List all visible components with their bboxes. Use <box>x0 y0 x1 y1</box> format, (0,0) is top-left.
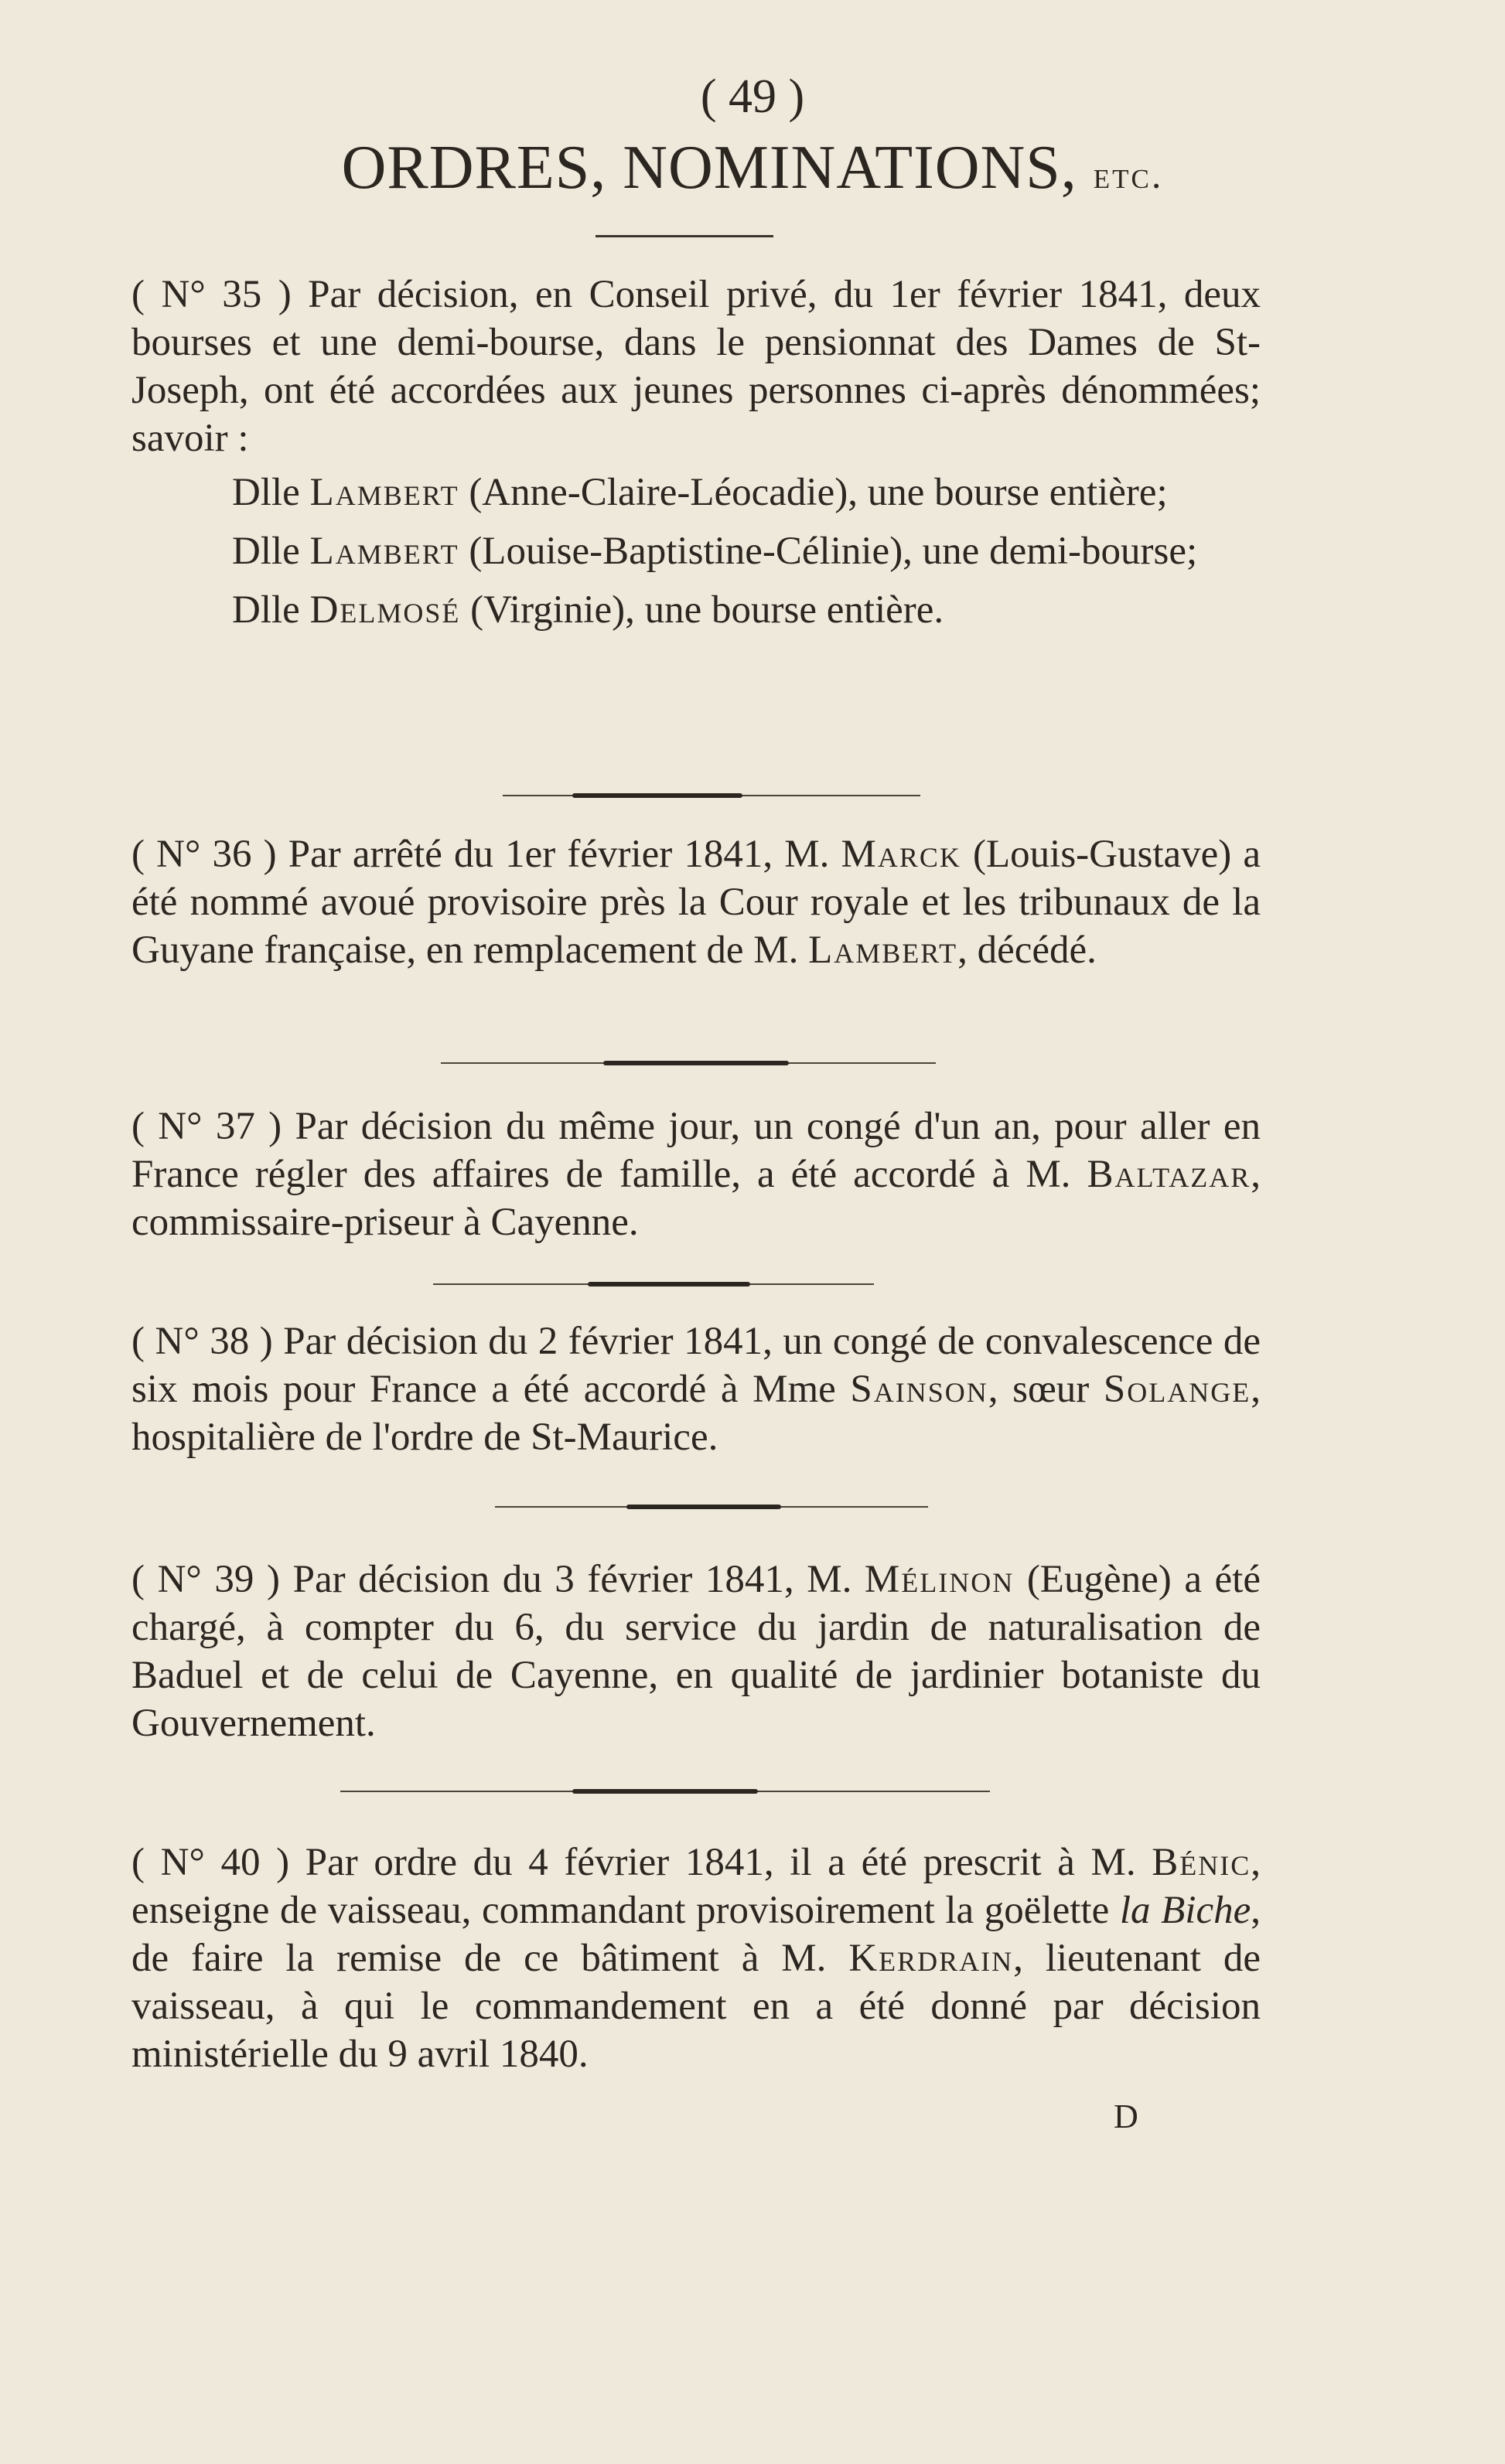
page-number: ( 49 ) <box>700 70 805 123</box>
section-divider <box>503 793 920 798</box>
person-name: Lambert <box>309 530 459 573</box>
entry-number: ( N° 39 ) <box>131 1558 280 1601</box>
entry-paragraph <box>131 1556 1261 1747</box>
entry-text: , enseigne de vaisseau, commandant provisoirement la goëlette <box>131 1841 1261 1932</box>
entry-text: , commissaire-priseur à Cayenne. <box>131 1153 1261 1244</box>
person-detail: (Virginie), une bourse entière. <box>470 588 944 632</box>
entry-text: , lieutenant de vaisseau, à qui le commandement en a été donné par décision ministérielle du 9 avril 1840. <box>131 1937 1261 2076</box>
signature-mark: D <box>1114 2098 1138 2135</box>
person-title: Dlle <box>232 530 300 573</box>
title-main: ORDRES, NOMINATIONS, <box>341 134 1077 202</box>
person-item <box>131 586 1261 634</box>
entry-36 <box>131 830 1261 974</box>
entry-paragraph <box>131 1102 1261 1246</box>
person-name: Delmosé <box>309 588 461 632</box>
person-name: Lambert <box>808 929 958 972</box>
entry-38 <box>131 1317 1261 1461</box>
person-name: Sainson <box>850 1368 988 1411</box>
entry-40 <box>131 1839 1261 2078</box>
entry-text: , hospitalière de l'ordre de St-Maurice. <box>131 1368 1261 1459</box>
person-name: Mélinon <box>864 1558 1015 1601</box>
entry-39 <box>131 1556 1261 1747</box>
title-etc: etc. <box>1093 153 1164 196</box>
page-title <box>0 133 1505 203</box>
entry-paragraph <box>131 271 1261 462</box>
person-title: Dlle <box>232 588 300 632</box>
entry-text: , décédé. <box>957 929 1097 972</box>
person-detail: (Louise-Baptistine-Célinie), une demi-bourse; <box>469 530 1198 573</box>
person-detail: (Anne-Claire-Léocadie), une bourse entière; <box>469 471 1168 514</box>
person-name: Baltazar <box>1087 1153 1251 1196</box>
title-rule <box>596 235 773 237</box>
person-name: Kerdrain <box>848 1937 1014 1980</box>
entry-paragraph <box>131 1839 1261 2078</box>
entry-35 <box>131 271 1261 634</box>
entry-text: Par décision, en Conseil privé, du 1er février 1841, deux bourses et une demi-bourse, dans le pensionnat des Dames de St-Joseph, ont été accordées aux jeunes personnes ci-après dénommées; savoir : <box>131 273 1261 460</box>
person-name: Lambert <box>309 471 459 514</box>
entry-number: ( N° 37 ) <box>131 1105 282 1148</box>
section-divider <box>495 1505 928 1509</box>
entry-text: Par décision du 2 février 1841, un congé de convalescence de six mois pour France a été accordé à Mme <box>131 1320 1261 1411</box>
entry-number: ( N° 40 ) <box>131 1841 290 1884</box>
person-name: Solange <box>1103 1368 1251 1411</box>
entry-text: , de faire la remise de ce bâtiment à M. <box>131 1889 1261 1980</box>
entry-text: (Louis-Gustave) a été nommé avoué provisoire près la Cour royale et les tribunaux de la Guyane française, en remplacement de M. <box>131 833 1261 972</box>
ship-name: la Biche <box>1119 1889 1251 1932</box>
entry-37 <box>131 1102 1261 1246</box>
entry-paragraph <box>131 830 1261 974</box>
entry-text: Par décision du 3 février 1841, M. <box>292 1558 852 1601</box>
entry-text: (Eugène) a été chargé, à compter du 6, du service du jardin de naturalisation de Baduel et de celui de Cayenne, en qualité de jardinier botaniste du Gouvernement. <box>131 1558 1261 1745</box>
person-item <box>131 527 1261 575</box>
entry-text: Par arrêté du 1er février 1841, M. <box>288 833 830 876</box>
entry-number: ( N° 35 ) <box>131 273 292 316</box>
entry-text: , sœur <box>988 1368 1090 1411</box>
section-divider <box>441 1061 936 1065</box>
entry-number: ( N° 36 ) <box>131 833 277 876</box>
entry-text: Par décision du même jour, un congé d'un an, pour aller en France régler des affaires de famille, a été accordé à M. <box>131 1105 1261 1196</box>
entry-paragraph <box>131 1317 1261 1461</box>
person-name: Marck <box>841 833 961 876</box>
person-title: Dlle <box>232 471 300 514</box>
section-divider <box>433 1282 874 1287</box>
entry-number: ( N° 38 ) <box>131 1320 273 1363</box>
section-divider <box>340 1789 990 1794</box>
person-item <box>131 469 1261 516</box>
person-name: Bénic <box>1152 1841 1251 1884</box>
entry-text: Par ordre du 4 février 1841, il a été prescrit à M. <box>305 1841 1136 1884</box>
